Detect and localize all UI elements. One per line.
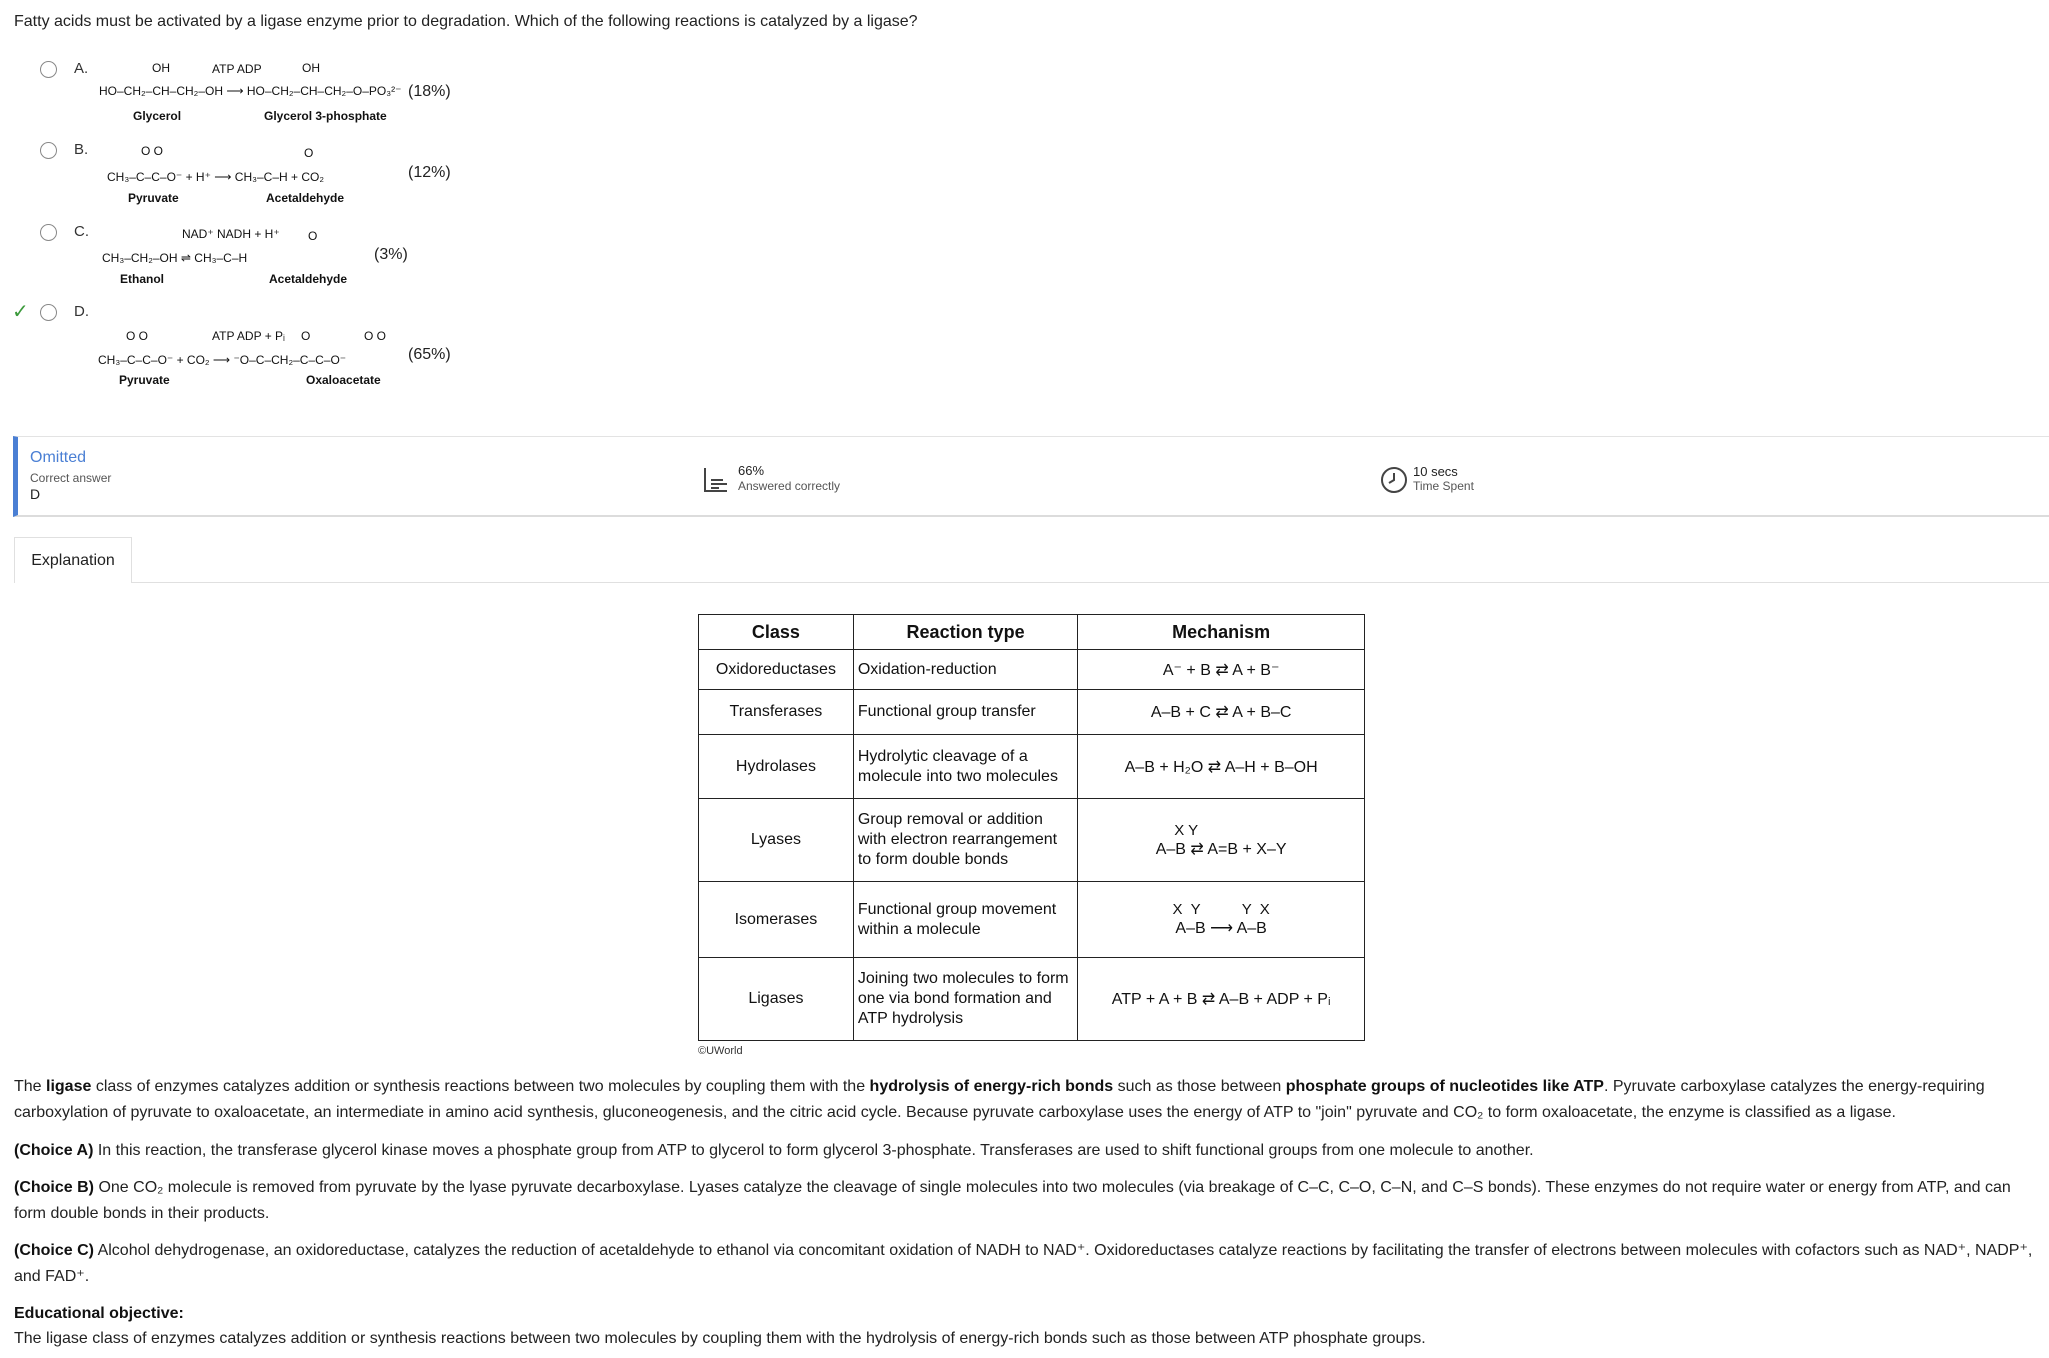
choice-d-label-oo: O O: [126, 329, 149, 343]
table-row: [699, 799, 1365, 882]
choice-c-radio[interactable]: [40, 224, 57, 241]
choice-d-label-o: O: [301, 329, 311, 343]
choice-c-equation: CH₃–CH₂–OH ⇌ CH₃–C–H: [102, 251, 248, 265]
choice-b-equation: CH₃–C–C–O⁻ + H⁺ ⟶ CH₃–C–H + CO₂: [107, 170, 325, 184]
choice-d-percent: (65%): [408, 346, 451, 363]
choice-a-name-2: Glycerol 3-phosphate: [264, 109, 387, 123]
choice-b-name-2: Acetaldehyde: [266, 191, 345, 205]
choice-b-letter: B.: [74, 141, 89, 158]
table-row: [699, 735, 1365, 799]
table-row: [699, 650, 1365, 690]
choice-b-label-o: O: [304, 146, 314, 160]
choice-c-label-nad: NAD⁺ NADH + H⁺: [182, 227, 280, 241]
choice-c-name-1: Ethanol: [120, 272, 164, 286]
lyase-mechanism: A–B ⇄ A=B + X–Y: [1155, 840, 1287, 858]
choice-a-label-oh1: OH: [152, 61, 170, 75]
choice-c-percent: (3%): [374, 246, 408, 263]
copyright: ©UWorld: [698, 1045, 743, 1057]
correct-check-icon: ✓: [12, 301, 29, 323]
isomerase-mechanism: A–B ⟶ A–B: [1175, 920, 1267, 937]
question-text: Fatty acids must be activated by a ligase enzyme prior to degradation. Which of the following reactions is catalyzed by a ligase?: [14, 13, 918, 30]
choice-d-radio[interactable]: [40, 304, 57, 321]
enzyme-class-table: [698, 614, 1365, 1041]
choice-b-label-oo: O O: [141, 144, 164, 158]
row-class: Transferases: [699, 690, 854, 735]
choice-d-label-atp: ATP ADP + Pᵢ: [212, 329, 285, 343]
lyase-substituents: X Y: [1174, 821, 1199, 839]
row-reaction-type: Oxidation-reduction: [853, 650, 1077, 690]
choice-b-explanation: (Choice B) One CO₂ molecule is removed from pyruvate by the lyase pyruvate decarboxylase. Lyases catalyze the cleavage of single molecules into two molecules (via breakage of C–C, C–O, C–N, and C–S bonds). These enzymes do not require water or energy from ATP, and can form double bonds in their products.: [14, 1179, 2011, 1222]
choice-a-radio[interactable]: [40, 61, 57, 78]
choice-b-name-1: Pyruvate: [128, 191, 179, 205]
choice-d-letter: D.: [74, 303, 89, 320]
row-reaction-type: Group removal or addition with electron rearrangement to form double bonds: [853, 799, 1077, 882]
table-row: [699, 690, 1365, 735]
row-class: Isomerases: [699, 882, 854, 958]
correct-answer-label: Correct answer: [30, 471, 112, 485]
choice-a-percent: (18%): [408, 83, 451, 100]
row-class: Lyases: [699, 799, 854, 882]
time-spent-label: Time Spent: [1413, 479, 1474, 493]
choice-d-equation: CH₃–C–C–O⁻ + CO₂ ⟶ ⁻O–C–CH₂–C–C–O⁻: [98, 353, 347, 367]
time-spent-value: 10 secs: [1413, 464, 1458, 479]
tab-divider: [132, 582, 2049, 583]
table-header-mechanism: Mechanism: [1078, 615, 1365, 650]
choice-b-radio[interactable]: [40, 142, 57, 159]
row-reaction-type: Hydrolytic cleavage of a molecule into two molecules: [853, 735, 1077, 799]
correct-answer-value: D: [30, 486, 41, 502]
row-mechanism: ATP + A + B ⇄ A–B + ADP + Pᵢ: [1078, 958, 1365, 1041]
choice-a-name-1: Glycerol: [133, 109, 182, 123]
choice-d-label-oo2: O O: [364, 329, 387, 343]
clock-icon: [1380, 466, 1408, 499]
educational-objective-text: The ligase class of enzymes catalyzes addition or synthesis reactions between two molecules by coupling them with the hydrolysis of energy-rich bonds such as those between ATP phosphate groups.: [14, 1330, 1426, 1347]
row-class: Ligases: [699, 958, 854, 1041]
choice-a-equation: HO–CH₂–CH–CH₂–OH ⟶ HO–CH₂–CH–CH₂–O–PO₃²⁻: [99, 84, 402, 98]
choice-c-explanation: (Choice C) Alcohol dehydrogenase, an oxidoreductase, catalyzes the reduction of acetaldehyde to ethanol via concomitant oxidation of NADH to NAD⁺. Oxidoreductases catalyze reactions by facilitating the transfer of electrons between molecules with cofactors such as NAD⁺, NADP⁺, and FAD⁺.: [14, 1242, 2033, 1285]
table-header-reaction-type: Reaction type: [853, 615, 1077, 650]
choice-d-name-2: Oxaloacetate: [306, 373, 381, 387]
row-class: Oxidoreductases: [699, 650, 854, 690]
row-reaction-type: Functional group transfer: [853, 690, 1077, 735]
choice-d-name-1: Pyruvate: [119, 373, 170, 387]
table-header-class: Class: [699, 615, 854, 650]
choice-a-explanation: (Choice A) In this reaction, the transferase glycerol kinase moves a phosphate group from ATP to glycerol to form glycerol 3-phosphate. Transferases are used to shift functional groups from one molecule to another.: [14, 1142, 1534, 1159]
row-mechanism: A⁻ + B ⇄ A + B⁻: [1078, 650, 1365, 690]
isomerase-substituents: X Y Y X: [1172, 901, 1270, 918]
percent-correct-value: 66%: [738, 463, 765, 478]
row-reaction-type: Functional group movement within a molecule: [853, 882, 1077, 958]
choice-c-label-o: O: [308, 229, 318, 243]
table-row: [699, 958, 1365, 1041]
choice-a-letter: A.: [74, 60, 89, 77]
choice-a-label-oh2: OH: [302, 61, 320, 75]
bar-chart-icon: [703, 466, 729, 499]
table-row: [699, 882, 1365, 958]
choice-c-name-2: Acetaldehyde: [269, 272, 348, 286]
percent-correct-label: Answered correctly: [738, 479, 841, 493]
row-mechanism: [1078, 799, 1365, 882]
row-mechanism: [1078, 882, 1365, 958]
results-bar: [13, 436, 2049, 517]
choice-a-label-atp: ATP ADP: [212, 62, 262, 76]
explanation-paragraph: The ligase class of enzymes catalyzes addition or synthesis reactions between two molecules by coupling them with the hydrolysis of energy-rich bonds such as those between phosphate groups of nucleotides like ATP. Pyruvate carboxylase catalyzes the energy-requiring carboxylation of pyruvate to oxaloacetate, an intermediate in amino acid synthesis, gluconeogenesis, and the citric acid cycle. Because pyruvate carboxylase uses the energy of ATP to "join" pyruvate and CO₂ to form oxaloacetate, the enzyme is classified as a ligase.: [14, 1078, 1985, 1121]
row-mechanism: A–B + H₂O ⇄ A–H + B–OH: [1078, 735, 1365, 799]
choice-c-letter: C.: [74, 223, 89, 240]
choice-b-percent: (12%): [408, 164, 451, 181]
row-class: Hydrolases: [699, 735, 854, 799]
status-omitted: Omitted: [30, 449, 87, 466]
row-mechanism: A–B + C ⇄ A + B–C: [1078, 690, 1365, 735]
row-reaction-type: Joining two molecules to form one via bond formation and ATP hydrolysis: [853, 958, 1077, 1041]
tab-explanation[interactable]: Explanation: [14, 537, 132, 583]
educational-objective-label: Educational objective:: [14, 1305, 184, 1322]
